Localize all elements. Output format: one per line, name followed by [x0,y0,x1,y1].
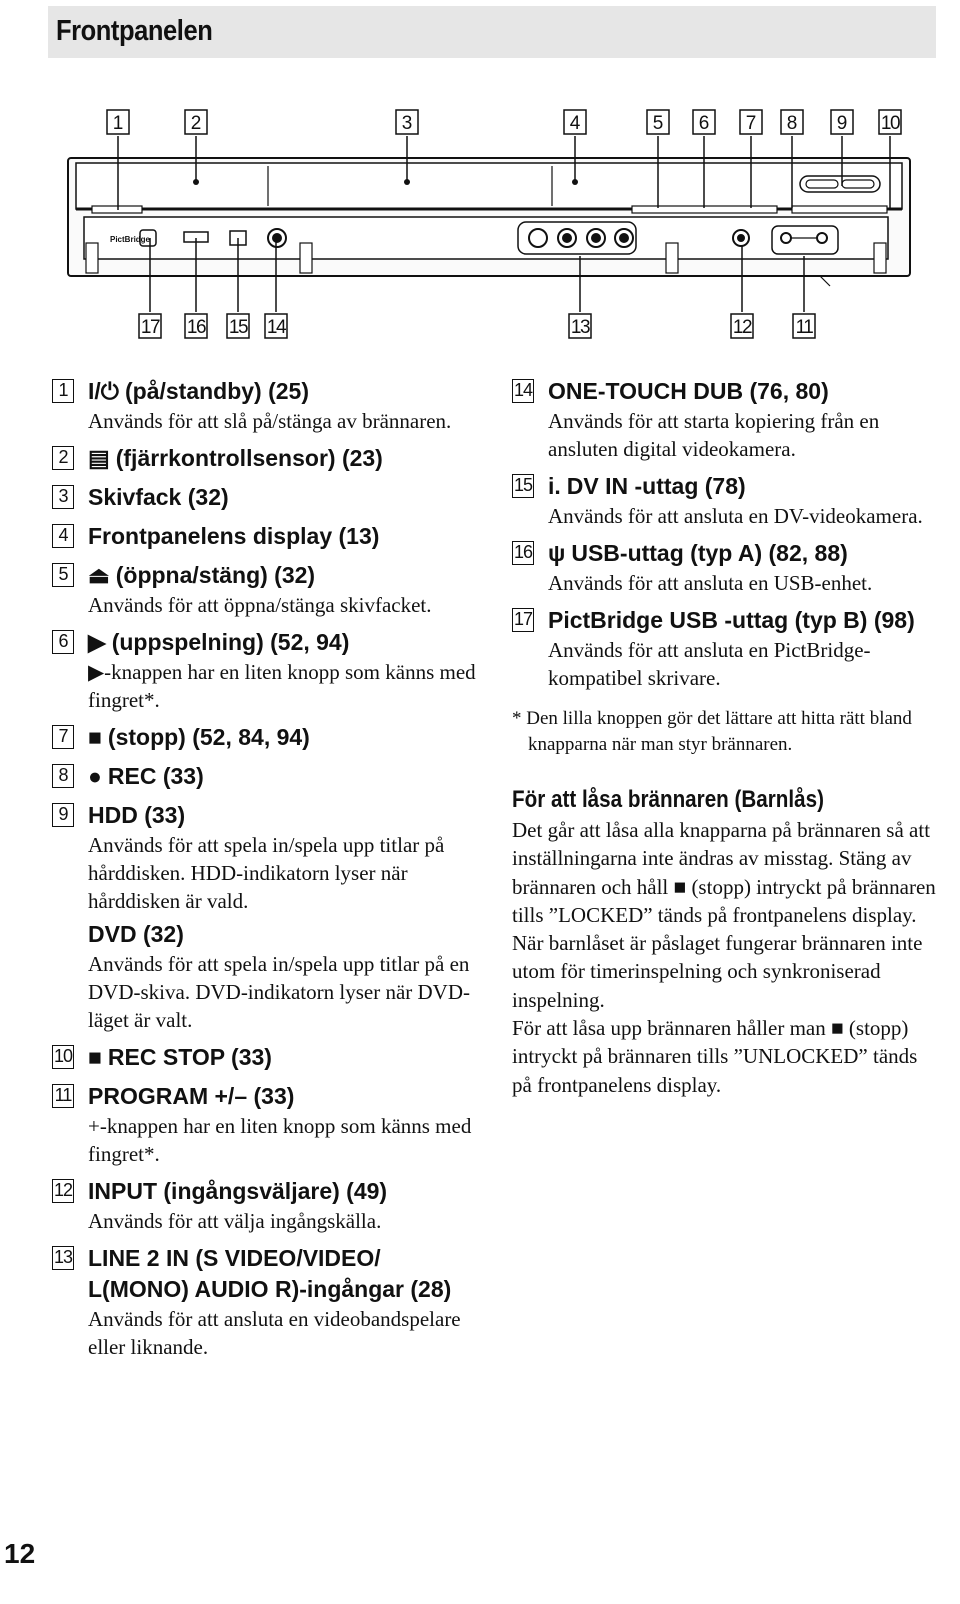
item-symbol-icon: ψ [548,540,566,566]
item-symbol-icon: ⏏ [88,562,110,588]
item-title [548,471,942,502]
item-title-text: (fjärrkontrollsensor) (23) [115,445,383,471]
item-title [88,800,482,831]
item-title [88,560,482,591]
item-description: Används för att öppna/stänga skivfacket. [88,593,432,617]
item-number-box: 8 [52,764,74,788]
section-paragraph-2: För att låsa upp brännaren håller man ■ (stopp) intryckt på brännaren tills ”UNLOCKED” tänds på frontpanelens display. [512,1016,918,1097]
list-item [52,482,482,513]
list-item [52,1243,482,1361]
item-number-box: 16 [512,541,534,565]
item-title [88,443,482,474]
item-title [88,1081,482,1112]
item-title-text: PROGRAM +/– (33) [88,1083,295,1109]
item-symbol-icon: i. [548,473,561,499]
section-title: För att låsa brännaren (Barnlås) [512,786,824,813]
footnote: * Den lilla knoppen gör det lättare att hitta rätt bland knapparna när man styr brännaren. [512,708,912,755]
item-number-box: 2 [52,446,74,470]
item-title-text: REC STOP (33) [107,1044,272,1070]
callout-bottom-label-15: 15 [228,317,248,338]
item-number-box: 9 [52,803,74,827]
callout-top-label-10: 10 [880,113,900,134]
item-title-text: (på/standby) (25) [124,378,310,404]
callout-top-label-7: 7 [745,113,757,134]
list-item [52,443,482,474]
item-symbol-icon: ■ [88,724,102,750]
list-item [512,471,942,530]
item-description: Används för att ansluta en USB-enhet. [548,571,873,595]
item-number-box: 15 [512,474,534,498]
item-title-text: LINE 2 IN (S VIDEO/VIDEO/ L(MONO) AUDIO R)-ingångar (28) [88,1245,452,1302]
callout-top-label-9: 9 [836,113,848,134]
list-item [512,605,942,692]
list-item [52,800,482,1034]
item-number-box: 17 [512,608,534,632]
item-symbol-icon: ■ [88,1044,102,1070]
item-title-text: INPUT (ingångsväljare) (49) [88,1178,388,1204]
item-title-text: PictBridge USB -uttag (typ B) (98) [548,607,915,633]
item-symbol-icon: ● [88,763,102,789]
callout-bottom-label-16: 16 [186,317,206,338]
item-title-text: REC (33) [107,763,204,789]
item-title-text: (stopp) (52, 84, 94) [107,724,310,750]
item-description: Används för att ansluta en PictBridge-kompatibel skrivare. [548,638,871,690]
list-item [52,722,482,753]
item-number-box: 11 [52,1084,74,1108]
item-number-box: 10 [52,1045,74,1069]
item-title-text: USB-uttag (typ A) (82, 88) [571,540,848,566]
left-column [52,376,482,1369]
callout-bottom-label-14: 14 [266,317,286,338]
callout-bottom-label-13: 13 [570,317,590,338]
item-title [88,376,482,407]
item-title [88,722,482,753]
callout-top-label-3: 3 [401,113,413,134]
item-description: Används för att slå på/stänga av brännaren. [88,409,452,433]
item-number-box: 7 [52,725,74,749]
item-number-box: 14 [512,379,534,403]
item-sub-title: DVD (32) [88,921,184,947]
callout-bottom-label-11: 11 [795,317,813,338]
item-title-text: Skivfack (32) [88,484,229,510]
item-description: ▶-knappen har en liten knopp som känns med fingret*. [88,660,476,712]
list-item [52,761,482,792]
item-title [88,482,482,513]
item-title-text: Frontpanelens display (13) [88,523,380,549]
item-number-box: 6 [52,630,74,654]
item-description: +-knappen har en liten knopp som känns med fingret*. [88,1114,472,1166]
callout-bottom-label-17: 17 [140,317,160,338]
list-item [512,376,942,463]
item-description: Används för att välja ingångskälla. [88,1209,382,1233]
item-number-box: 5 [52,563,74,587]
item-title [548,605,942,636]
list-item [52,1042,482,1073]
item-symbol-icon: ▶ [88,629,106,655]
callout-top-label-6: 6 [698,113,710,134]
item-number-box: 12 [52,1179,74,1203]
item-symbol-icon: I/⏻ [88,378,119,404]
device-body [68,158,910,286]
header-bar [48,6,936,58]
item-title-text: HDD (33) [88,802,186,828]
list-item [52,627,482,714]
list-item [52,560,482,619]
callout-top-label-8: 8 [786,113,798,134]
item-title [88,761,482,792]
item-number-box: 3 [52,485,74,509]
list-item [512,538,942,597]
section-paragraph-1: Det går att låsa alla knapparna på brännaren så att inställningarna inte ändras av misstag. Stäng av brännaren och håll ■ (stopp) intryckt på brännaren tills ”LOCKED” tänds på frontpanelens display. När barnlåset är påslaget fungerar brännaren inte utom för timerinspelning och synkroniserad inspelning. [512,818,936,1012]
item-title-text: ONE-TOUCH DUB (76, 80) [548,378,829,404]
pictbridge-label: PictBridge [110,235,151,244]
callout-top-label-5: 5 [652,113,664,134]
item-title-text: (öppna/stäng) (32) [115,562,316,588]
item-title [548,538,942,569]
list-item [52,1081,482,1168]
item-title [88,1042,482,1073]
item-description: Används för att ansluta en DV-videokamera. [548,504,923,528]
item-title [88,1243,482,1305]
item-number-box: 13 [52,1246,74,1270]
callout-top-label-4: 4 [569,113,581,134]
item-number-box: 4 [52,524,74,548]
right-column [512,376,942,1099]
item-description: Används för att ansluta en videobandspelare eller liknande. [88,1307,461,1359]
front-panel-diagram [0,100,960,350]
item-sub-description: Används för att spela in/spela upp titlar på en DVD-skiva. DVD-indikatorn lyser när DVD-läget är valt. [88,952,470,1032]
page-title: Frontpanelen [56,15,213,47]
callout-top-label-2: 2 [190,113,202,134]
item-description: Används för att spela in/spela upp titlar på hårddisken. HDD-indikatorn lyser när hårddisken är vald. [88,833,445,913]
callout-top-label-1: 1 [112,113,124,134]
list-item [52,521,482,552]
item-title-text: (uppspelning) (52, 94) [111,629,350,655]
page-number: 12 [4,1538,36,1569]
item-title [88,1176,482,1207]
item-number-box: 1 [52,379,74,403]
list-item [52,1176,482,1235]
list-item [52,376,482,435]
item-description: Används för att starta kopiering från en ansluten digital videokamera. [548,409,880,461]
item-title-text: DV IN -uttag (78) [566,473,746,499]
callout-bottom-label-12: 12 [732,317,752,338]
item-title [88,627,482,658]
item-title [88,521,482,552]
item-title [548,376,942,407]
item-symbol-icon: ▤ [88,445,110,471]
